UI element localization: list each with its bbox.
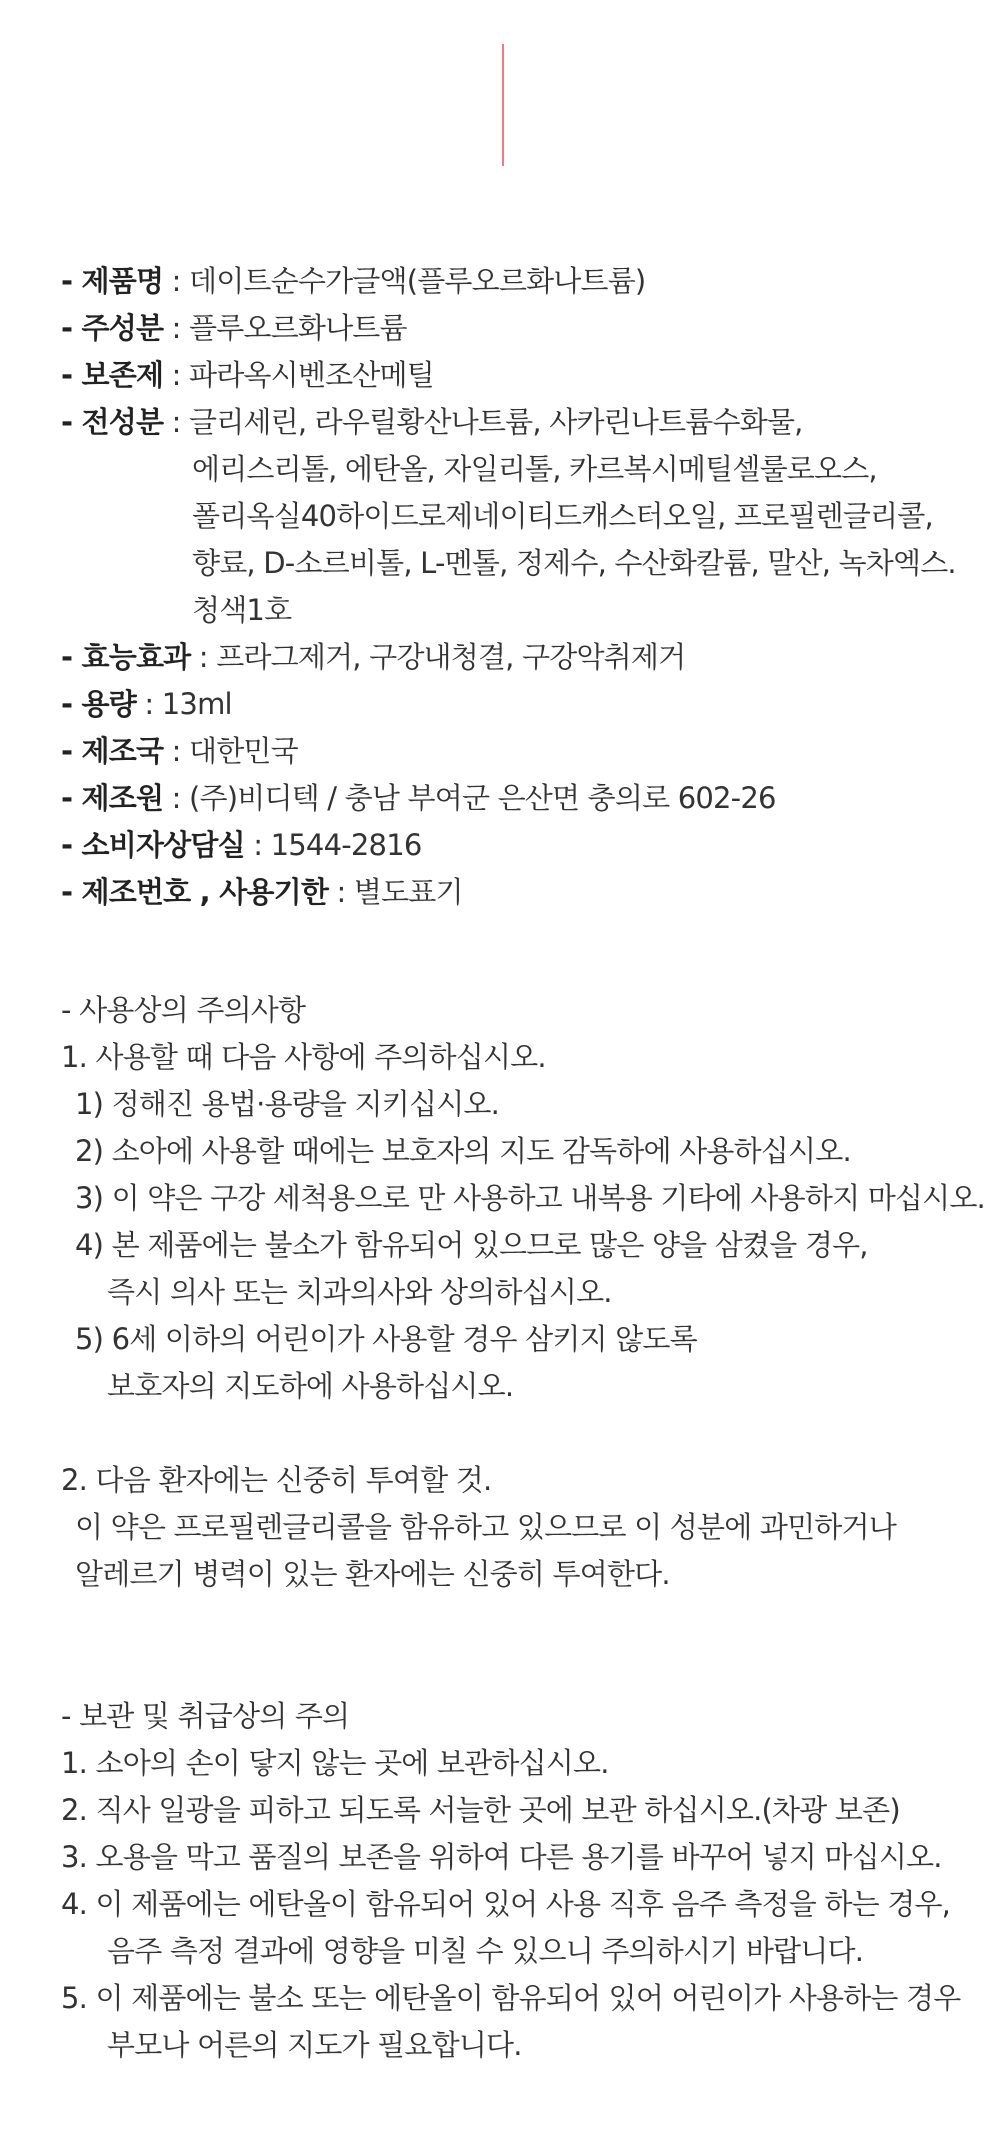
precaution-line: 1) 정해진 용법·용량을 지키십시오. — [75, 1087, 500, 1121]
storage-line: 5. 이 제품에는 불소 또는 에탄올이 함유되어 있어 어린이가 사용하는 경우 — [61, 1981, 961, 2015]
spec-all-ingredients: - 전성분 : 글리세린, 라우릴황산나트륨, 사카린나트륨수화물, — [61, 405, 803, 439]
spec-product-name: - 제품명 : 데이트순수가글액(플루오르화나트륨) — [61, 264, 646, 298]
spec-all-ingredients-cont: 청색1호 — [192, 593, 292, 627]
storage-line: 4. 이 제품에는 에탄올이 함유되어 있어 사용 직후 음주 측정을 하는 경우, — [61, 1887, 951, 1921]
precaution-line: 이 약은 프로필렌글리콜을 함유하고 있으므로 이 성분에 과민하거나 — [75, 1510, 896, 1544]
spec-main-ingredient: - 주성분 : 플루오르화나트륨 — [61, 311, 407, 345]
precaution-line: 즉시 의사 또는 치과의사와 상의하십시오. — [107, 1275, 612, 1309]
precautions-title: - 사용상의 주의사항 — [61, 993, 306, 1027]
precaution-line: 5) 6세 이하의 어린이가 사용할 경우 삼키지 않도록 — [75, 1322, 697, 1356]
precaution-line: 3) 이 약은 구강 세척용으로 만 사용하고 내복용 기타에 사용하지 마십시오. — [75, 1181, 985, 1215]
precaution-line: 4) 본 제품에는 불소가 함유되어 있으므로 많은 양을 삼켰을 경우, — [75, 1228, 868, 1262]
storage-line: 2. 직사 일광을 피하고 되도록 서늘한 곳에 보관 하십시오.(차광 보존) — [61, 1793, 900, 1827]
spec-volume: - 용량 : 13ml — [61, 687, 232, 721]
spec-lot-expiry: - 제조번호 , 사용기한 : 별도표기 — [61, 875, 463, 909]
spec-consumer-center: - 소비자상담실 : 1544-2816 — [61, 828, 422, 862]
precaution-line: 알레르기 병력이 있는 환자에는 신중히 투여한다. — [75, 1557, 670, 1591]
spec-all-ingredients-cont: 폴리옥실40하이드로제네이티드캐스터오일, 프로필렌글리콜, — [192, 499, 933, 533]
precaution-line: 2. 다음 환자에는 신중히 투여할 것. — [61, 1463, 492, 1497]
spec-preservative: - 보존제 : 파라옥시벤조산메틸 — [61, 358, 434, 392]
spec-all-ingredients-cont: 향료, D-소르비톨, L-멘톨, 정제수, 수산화칼륨, 말산, 녹차엑스. — [192, 546, 956, 580]
storage-line: 음주 측정 결과에 영향을 미칠 수 있으니 주의하시기 바랍니다. — [107, 1934, 864, 1968]
storage-line: 부모나 어른의 지도가 필요합니다. — [107, 2028, 522, 2062]
precaution-line: 1. 사용할 때 다음 사항에 주의하십시오. — [61, 1040, 546, 1074]
spec-efficacy: - 효능효과 : 프라그제거, 구강내청결, 구강악취제거 — [61, 640, 686, 674]
precaution-line: 보호자의 지도하에 사용하십시오. — [107, 1369, 514, 1403]
storage-line: 1. 소아의 손이 닿지 않는 곳에 보관하십시오. — [61, 1746, 609, 1780]
spec-country: - 제조국 : 대한민국 — [61, 734, 298, 768]
spec-manufacturer: - 제조원 : (주)비디텍 / 충남 부여군 은산면 충의로 602-26 — [61, 781, 776, 815]
storage-line: 3. 오용을 막고 품질의 보존을 위하여 다른 용기를 바꾸어 넣지 마십시오. — [61, 1840, 942, 1874]
spec-all-ingredients-cont: 에리스리톨, 에탄올, 자일리톨, 카르복시메틸셀룰로오스, — [192, 452, 877, 486]
precaution-line: 2) 소아에 사용할 때에는 보호자의 지도 감독하에 사용하십시오. — [75, 1134, 851, 1168]
storage-title: - 보관 및 취급상의 주의 — [61, 1699, 350, 1733]
vertical-divider — [502, 44, 504, 166]
